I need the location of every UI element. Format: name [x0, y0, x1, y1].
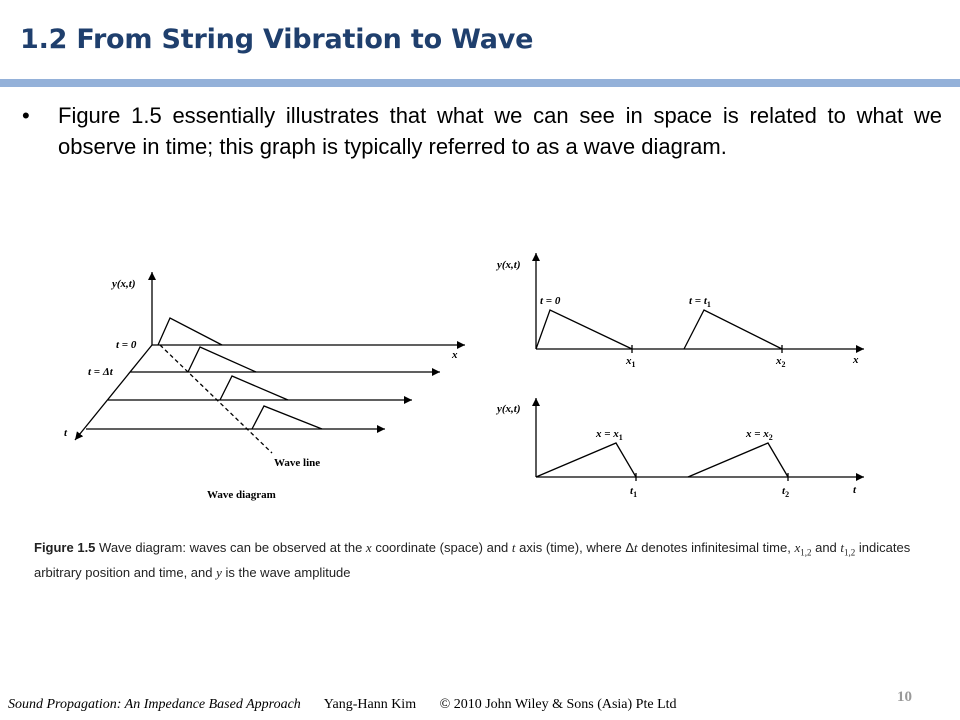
wave-line-label: Wave line — [274, 457, 321, 469]
tr-y-label: y(x,t) — [497, 259, 521, 271]
br-t2-label: $t_2$ — [782, 485, 790, 499]
tr-pulse2-label: $t = t_1$ — [689, 295, 711, 309]
left-t0-label: t = 0 — [116, 339, 137, 351]
footer-author: Yang-Hann Kim — [323, 697, 417, 712]
left-x-label: x — [452, 349, 458, 361]
figure-caption: Figure 1.5 Wave diagram: waves can be observed at the x coordinate (space) and t axis (time), where Δt denotes infinitesimal time, $x_{1,2}$ and $t_{1,2}$ indicates arbitrary position and time, and y is the wave amplitude — [34, 540, 911, 580]
footer-copyright: © 2010 John Wiley & Sons (Asia) Pte Ltd — [439, 697, 677, 712]
tr-x2-label: $x_2$ — [776, 355, 786, 369]
left-pulse-3 — [252, 406, 322, 429]
left-pulse-2 — [220, 376, 288, 400]
slide-footer — [8, 697, 697, 713]
br-pulse-2 — [688, 443, 788, 477]
page-number: 10 — [897, 689, 912, 705]
left-t-axis — [75, 345, 152, 440]
left-wave-diagram — [75, 272, 465, 453]
br-y-label: y(x,t) — [497, 403, 521, 415]
caption-label: Figure 1.5 — [34, 540, 96, 555]
left-pulse-1 — [188, 347, 256, 372]
left-dt-label: t = Δt — [88, 366, 113, 378]
wave-line — [160, 345, 272, 453]
left-y-label: y(x,t) — [112, 278, 136, 290]
left-pulse-0 — [158, 318, 222, 345]
tr-pulse-2 — [684, 310, 782, 349]
br-t1-label: $t_1$ — [630, 485, 638, 499]
tr-pulse-1 — [536, 310, 632, 349]
br-pulse2-label: $x = x_2$ — [746, 428, 773, 442]
bullet-icon: • — [22, 103, 30, 128]
tr-x1-label: $x_1$ — [626, 355, 636, 369]
tr-axis-label: x — [853, 354, 859, 366]
left-t-label: t — [64, 427, 68, 439]
slide-title: 1.2 From String Vibration to Wave — [20, 24, 534, 55]
bottom-right-diagram — [536, 398, 864, 481]
br-pulse-1 — [536, 443, 636, 477]
br-axis-label: t — [853, 484, 857, 496]
bullet-text: Figure 1.5 essentially illustrates that what we can see in space is related to what we observe in time; this graph is typically referred to as a wave diagram. — [58, 103, 942, 159]
footer-book-title: Sound Propagation: An Impedance Based Approach — [8, 697, 301, 712]
wave-diagram-label: Wave diagram — [207, 489, 276, 501]
tr-pulse1-label: t = 0 — [540, 295, 561, 307]
br-pulse1-label: $x = x_1$ — [596, 428, 623, 442]
